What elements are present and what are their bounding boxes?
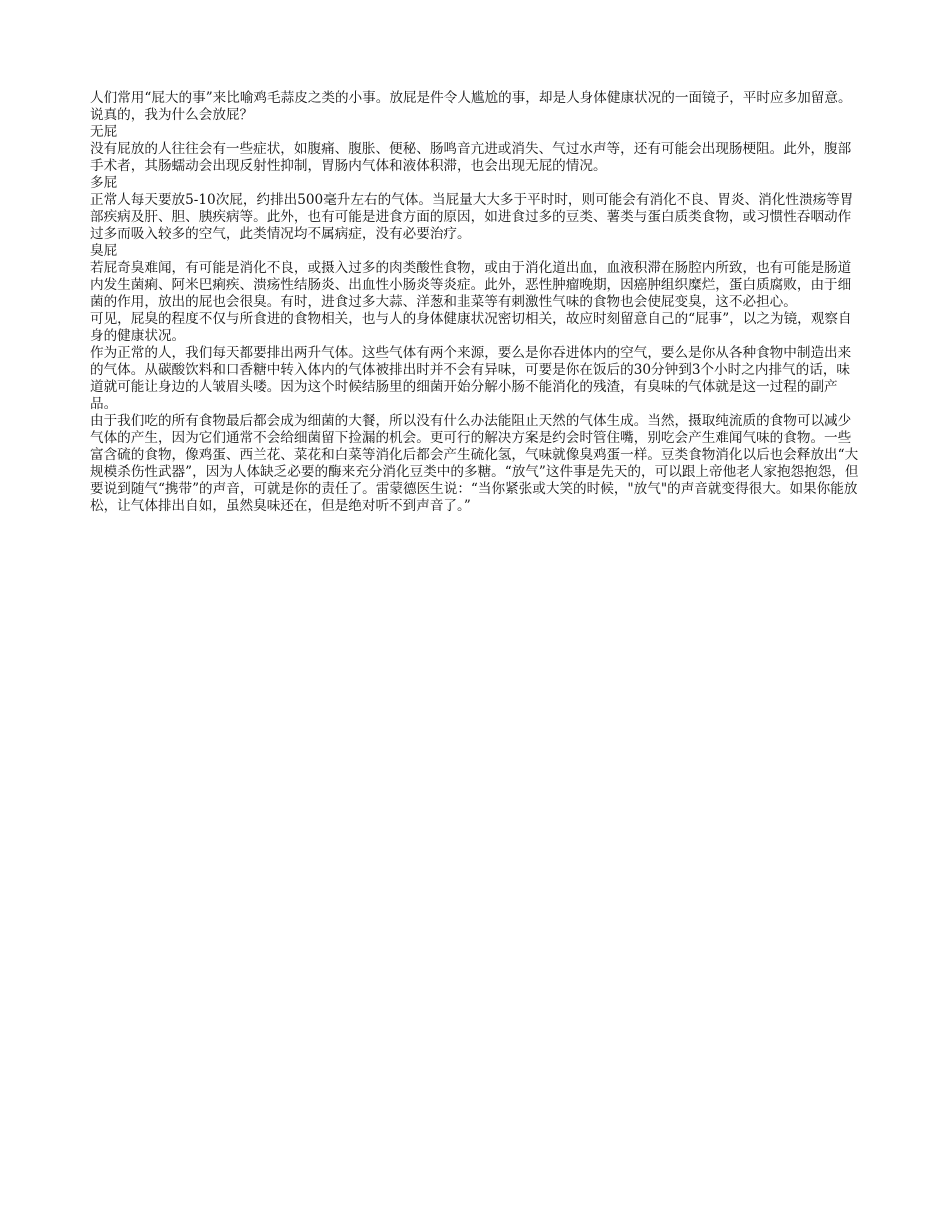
paragraph-gas-sources: 作为正常的人，我们每天都要排出两升气体。这些气体有两个来源，要么是你吞进体内的空气，要么是你从各种食物中制造出来的气体。从碳酸饮料和口香糖中转入体内的气体被排出时并不会有异味，可要是你在饭后的30分钟到3个小时之内排气的话，味道就可能让身边的人皱眉头喽。因为这个时候结肠里的细菌开始分解小肠不能消化的残渣，有臭味的气体就是这一过程的副产品。 xyxy=(90,345,852,412)
document-body xyxy=(90,90,862,515)
paragraph-no-fart: 没有屁放的人往往会有一些症状，如腹痛、腹胀、便秘、肠鸣音亢进或消失、气过水声等，还有可能会出现肠梗阻。此外，腹部手术者，其肠蠕动会出现反射性抑制，胃肠内气体和液体积滞，也会出现无屁的情况。 xyxy=(90,141,852,174)
paragraph-smelly-fart: 若屁奇臭难闻，有可能是消化不良，或摄入过多的肉类酸性食物，或由于消化道出血，血液积滞在肠腔内所致，也有可能是肠道内发生菌痢、阿米巴痢疾、溃疡性结肠炎、出血性小肠炎等炎症。此外，恶性肿瘤晚期，因癌肿组织糜烂，蛋白质腐败，由于细菌的作用，放出的屁也会很臭。有时，进食过多大蒜、洋葱和韭菜等有刺激性气味的食物也会使屁变臭，这不必担心。 xyxy=(90,260,852,310)
paragraph-diet-advice: 由于我们吃的所有食物最后都会成为细菌的大餐，所以没有什么办法能阻止天然的气体生成。当然，摄取纯流质的食物可以减少气体的产生，因为它们通常不会给细菌留下捡漏的机会。更可行的解决方案是约会时管住嘴，别吃会产生难闻气味的食物。一些富含硫的食物，像鸡蛋、西兰花、菜花和白菜等消化后都会产生硫化氢，气味就像臭鸡蛋一样。豆类食物消化以后也会释放出“大规模杀伤性武器”，因为人体缺乏必要的酶来充分消化豆类中的多糖。“放气”这件事是先天的，可以跟上帝他老人家抱怨抱怨，但要说到随气“携带”的声音，可就是你的责任了。雷蒙德医生说：“当你紧张或大笑的时候，"放气"的声音就变得很大。如果你能放松，让气体排出自如，虽然臭味还在，但是绝对听不到声音了。” xyxy=(90,413,859,514)
section-heading-no-fart: 无屁 xyxy=(90,124,118,140)
paragraph-many-farts: 正常人每天要放5-10次屁，约排出500毫升左右的气体。当屁量大大多于平时时，则可能会有消化不良、胃炎、消化性溃疡等胃部疾病及肝、胆、胰疾病等。此外，也有可能是进食方面的原因，如进食过多的豆类、薯类与蛋白质类食物，或习惯性吞咽动作过多而吸入较多的空气，此类情况均不属病症，没有必要治疗。 xyxy=(90,192,854,242)
section-heading-many-farts: 多屁 xyxy=(90,175,118,191)
paragraph-conclusion: 可见，屁臭的程度不仅与所食进的食物相关，也与人的身体健康状况密切相关，故应时刻留意自己的“屁事”，以之为镜，观察自身的健康状况。 xyxy=(90,311,852,344)
section-heading-smelly-fart: 臭屁 xyxy=(90,243,118,259)
intro-paragraph: 人们常用“屁大的事”来比喻鸡毛蒜皮之类的小事。放屁是件令人尴尬的事，却是人身体健康状况的一面镜子，平时应多加留意。说真的，我为什么会放屁？ xyxy=(90,90,852,123)
